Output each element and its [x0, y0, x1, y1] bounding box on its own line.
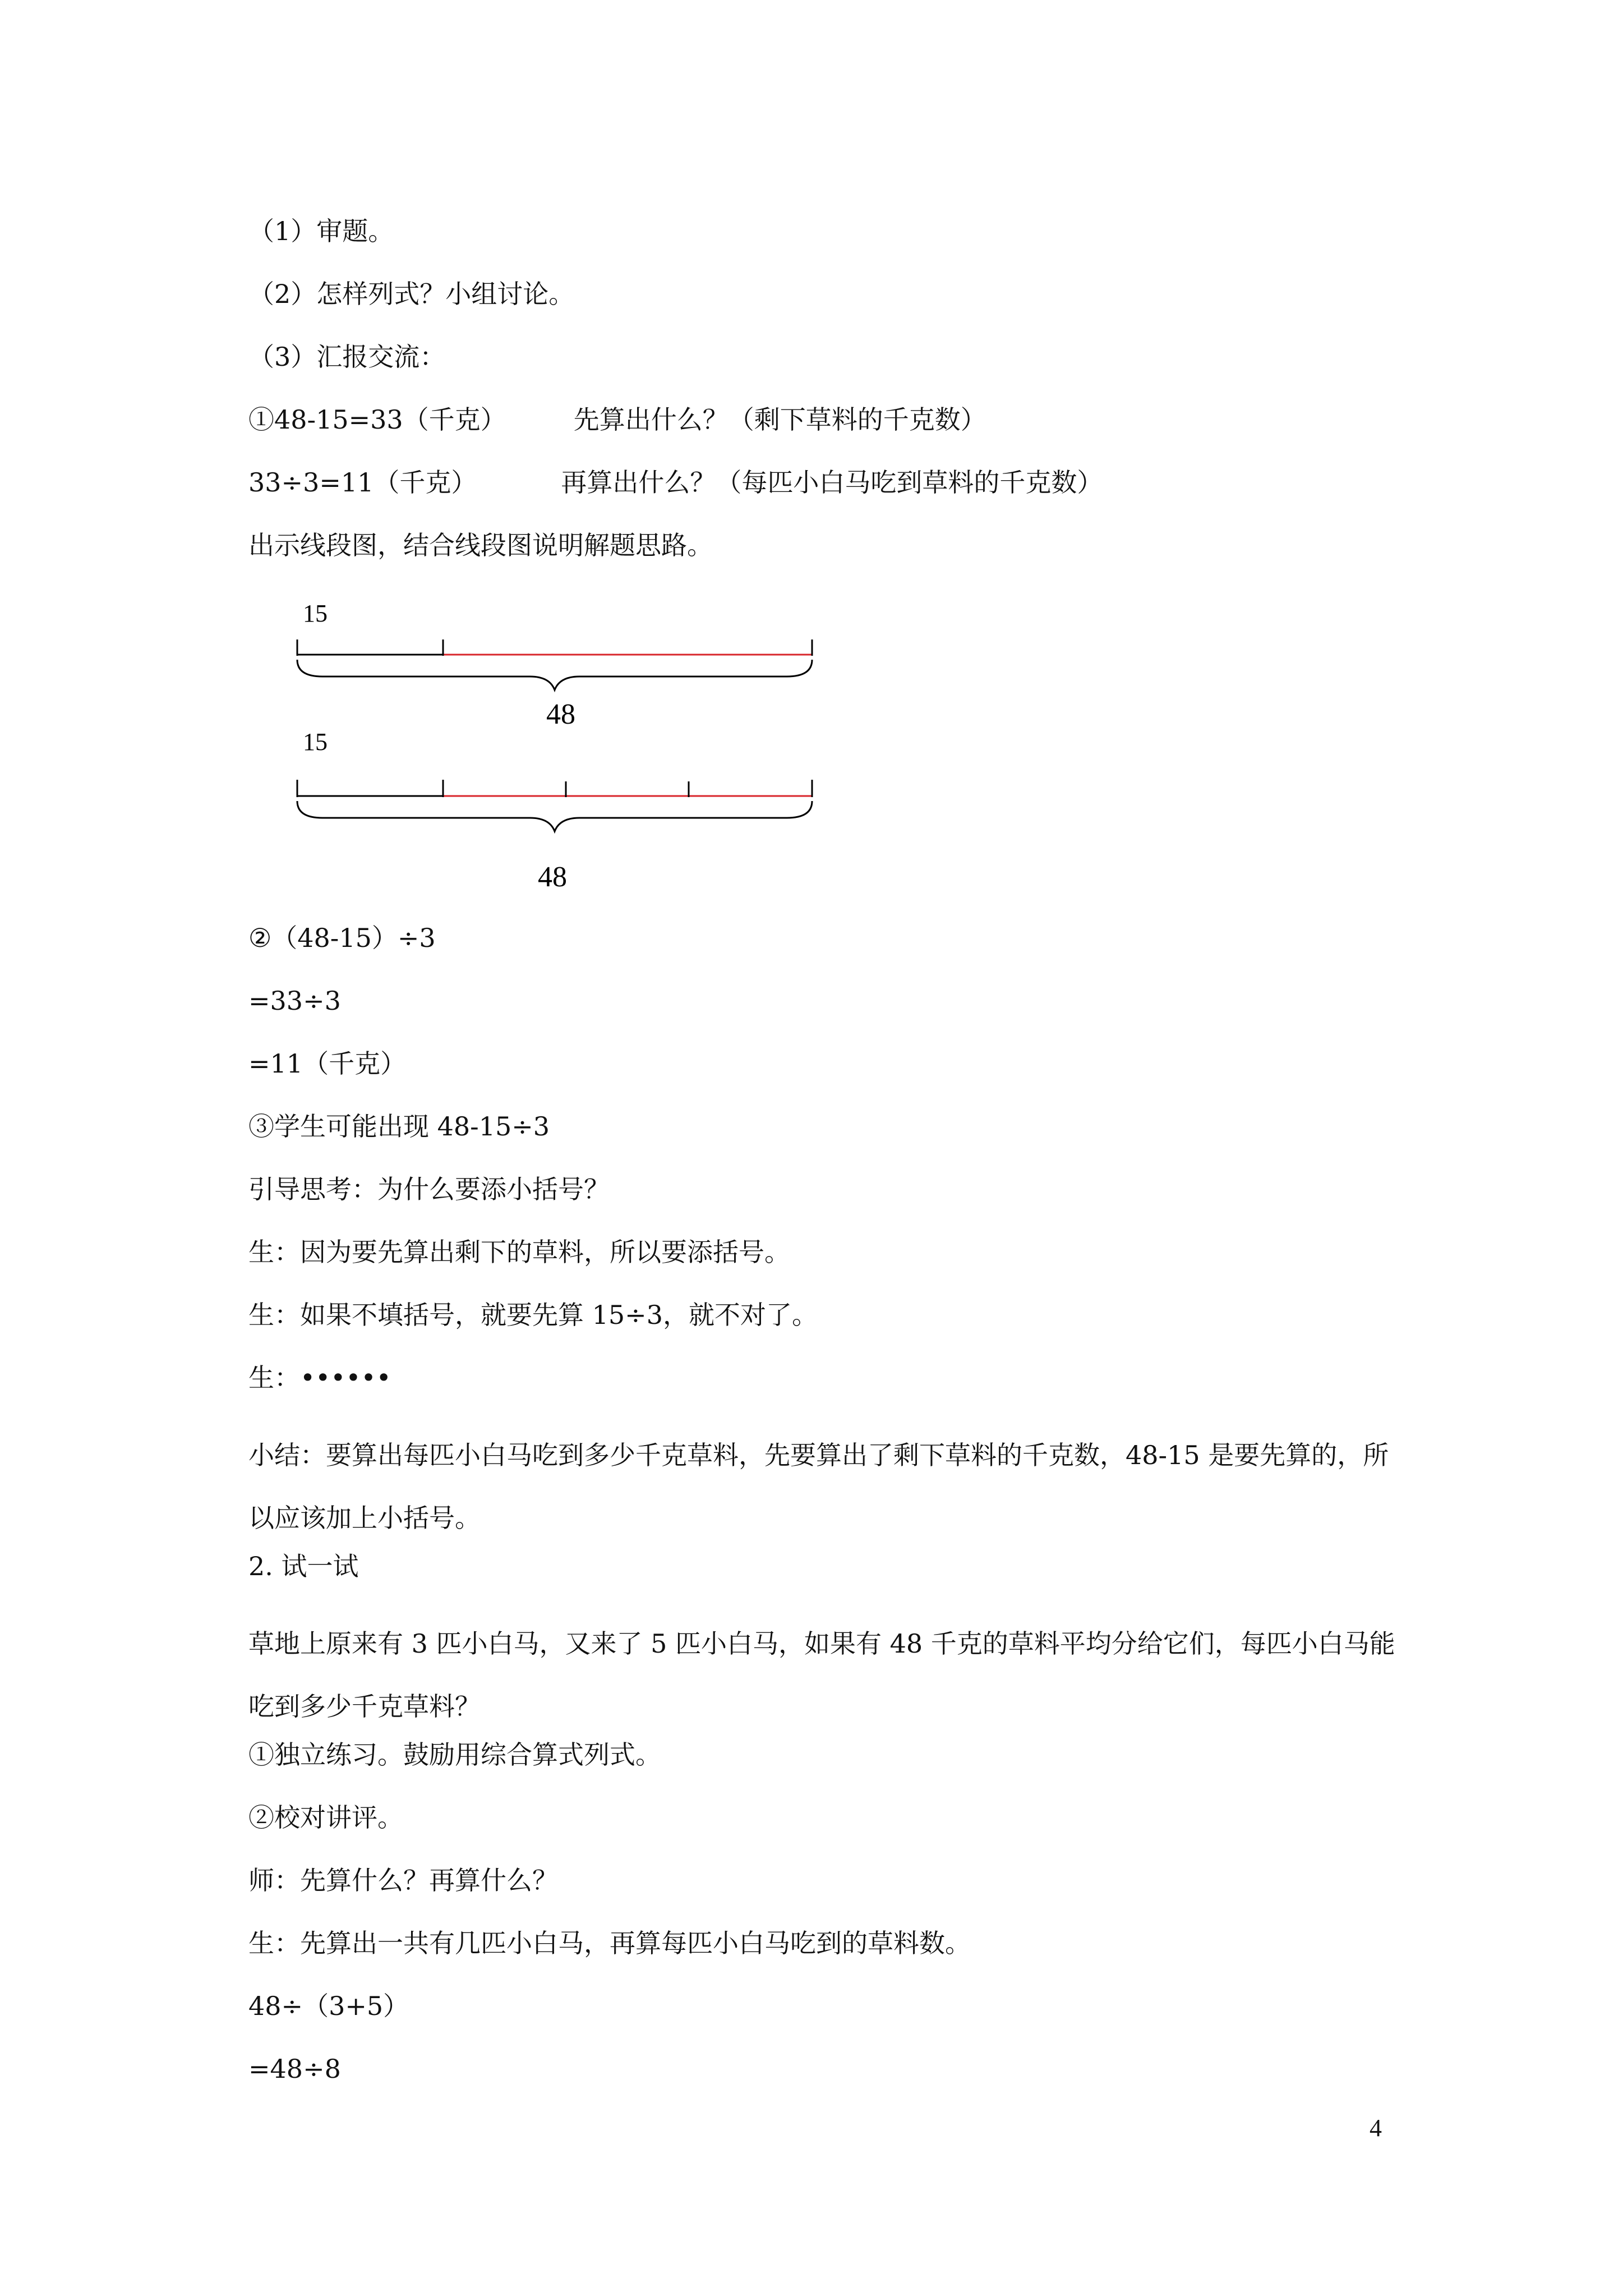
diagram1-brace	[297, 660, 812, 690]
practice-expression: 48÷（3+5）	[248, 1991, 409, 2021]
teacher-question: 师：先算什么？再算什么？	[248, 1865, 558, 1895]
diagram2-top-label: 15	[303, 728, 328, 756]
question: 先算出什么？（剩下草料的千克数）	[573, 404, 986, 435]
line-segment-diagrams	[0, 0, 1623, 926]
show-diagram-text: 出示线段图，结合线段图说明解题思路。	[248, 530, 713, 560]
practice-step: =48÷8	[248, 2054, 341, 2084]
method-two-result: =11（千克）	[248, 1048, 407, 1079]
summary-paragraph: 小结：要算出每匹小白马吃到多少千克草料，先要算出了剩下草料的千克数，48-15 是要先算的，所以应该加上小括号。	[248, 1440, 1389, 1533]
student-reply: 生：先算出一共有几匹小白马，再算每匹小白马吃到的草料数。	[248, 1928, 971, 1958]
step-formulate: （2）怎样列式？小组讨论。	[248, 279, 575, 309]
student-answer-1: 生：因为要先算出剩下的草料，所以要添括号。	[248, 1237, 790, 1267]
diagram1-top-label: 15	[303, 600, 328, 627]
student-answer-2: 生：如果不填括号，就要先算 15÷3，就不对了。	[248, 1300, 818, 1330]
practice-step-2: ②校对讲评。	[248, 1802, 403, 1833]
step-review: （1）审题。	[248, 216, 394, 246]
student-mistake: ③学生可能出现 48-15÷3	[248, 1111, 550, 1142]
method-two-expression: ②（48-15）÷3	[248, 923, 436, 953]
guiding-question: 引导思考：为什么要添小括号？	[248, 1174, 610, 1204]
segment-diagram-2	[297, 728, 812, 893]
practice-problem: 草地上原来有 3 匹小白马，又来了 5 匹小白马，如果有 48 千克的草料平均分给它们，每匹小白马能吃到多少千克草料？	[248, 1628, 1395, 1722]
diagram1-total-label: 48	[546, 698, 575, 730]
page-number: 4	[1370, 2114, 1382, 2142]
segment-diagram-1	[297, 600, 812, 730]
equation: ①48-15=33（千克）	[248, 404, 506, 435]
question: 再算出什么？（每匹小白马吃到草料的千克数）	[561, 467, 1103, 498]
diagram2-brace	[297, 801, 812, 831]
student-answer-3: 生：••••••	[248, 1363, 391, 1393]
diagram2-total-label: 48	[538, 861, 567, 893]
equation: 33÷3=11（千克）	[248, 467, 477, 498]
section-heading-try: 2. 试一试	[248, 1551, 359, 1581]
method-two-step: =33÷3	[248, 986, 341, 1016]
step-report: （3）汇报交流：	[248, 342, 446, 372]
practice-step-1: ①独立练习。鼓励用综合算式列式。	[248, 1740, 661, 1770]
